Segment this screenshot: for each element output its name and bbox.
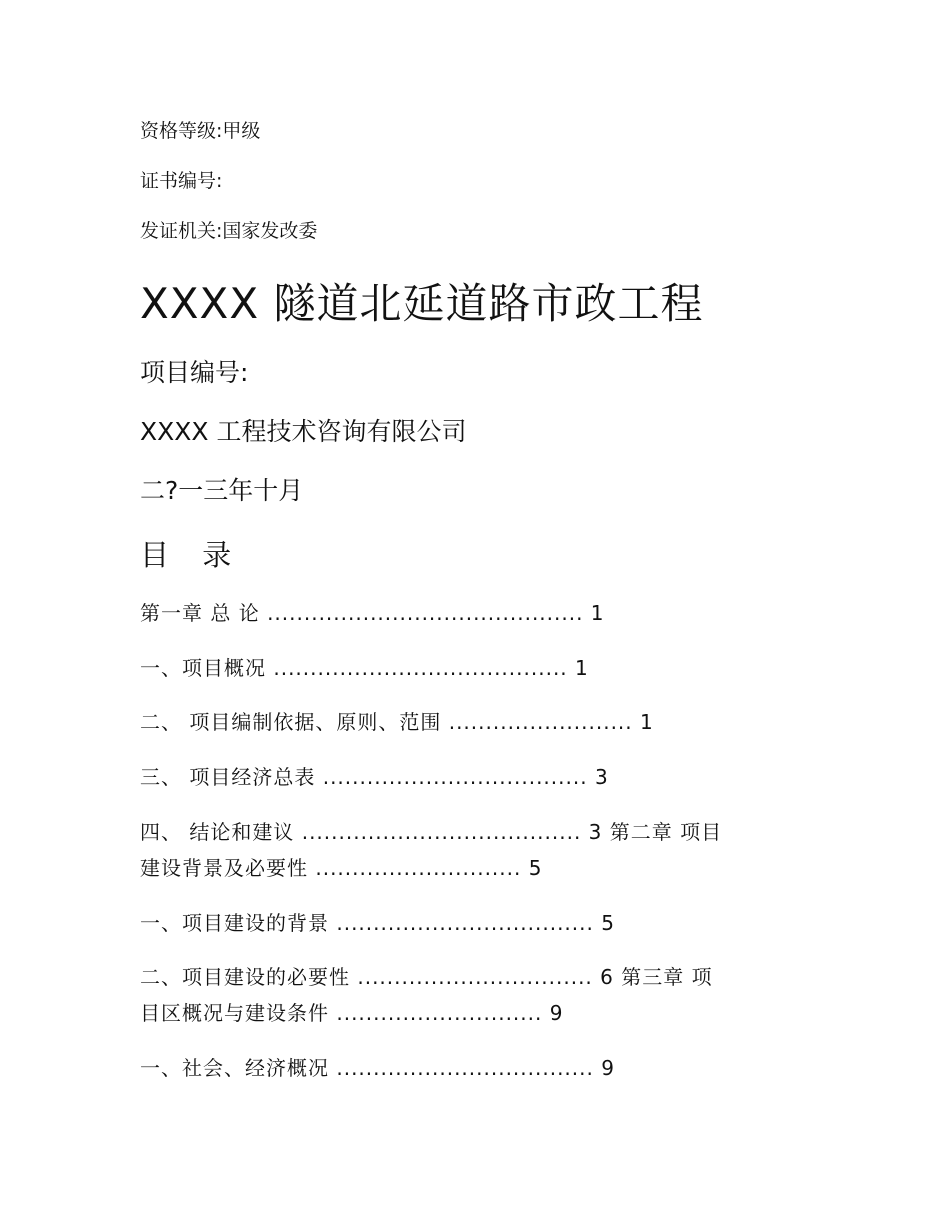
toc-line[interactable]: 一、项目建设的背景 ................................... 5	[140, 911, 615, 935]
document-title: XXXX 隧道北延道路市政工程	[140, 279, 704, 328]
toc-line[interactable]: 目区概况与建设条件 ............................ 9	[140, 1001, 564, 1025]
document-page	[140, 0, 805, 1230]
toc-line[interactable]: 一、项目概况 ........................................ 1	[140, 656, 589, 680]
toc-heading: 目 录	[140, 538, 244, 572]
toc-line[interactable]: 四、 结论和建议 ...................................... 3 第二章 项目	[140, 820, 723, 844]
issuer-line: 发证机关:国家发改委	[140, 220, 318, 242]
toc-line[interactable]: 一、社会、经济概况 ................................... 9	[140, 1056, 615, 1080]
toc-line[interactable]: 二、项目建设的必要性 ................................ 6 第三章 项	[140, 965, 713, 989]
toc-line[interactable]: 三、 项目经济总表 .................................... 3	[140, 765, 609, 789]
toc-line[interactable]: 建设背景及必要性 ............................ 5	[140, 856, 543, 880]
certificate-line: 证书编号:	[140, 170, 223, 192]
company-name: XXXX 工程技术咨询有限公司	[140, 417, 467, 446]
toc-line[interactable]: 二、 项目编制依据、原则、范围 ......................... 1	[140, 710, 654, 734]
project-number: 项目编号:	[140, 358, 249, 387]
document-date: 二?一三年十月	[140, 476, 304, 505]
toc-line[interactable]: 第一章 总 论 ........................................... 1	[140, 601, 605, 625]
qualification-line: 资格等级:甲级	[140, 120, 261, 142]
